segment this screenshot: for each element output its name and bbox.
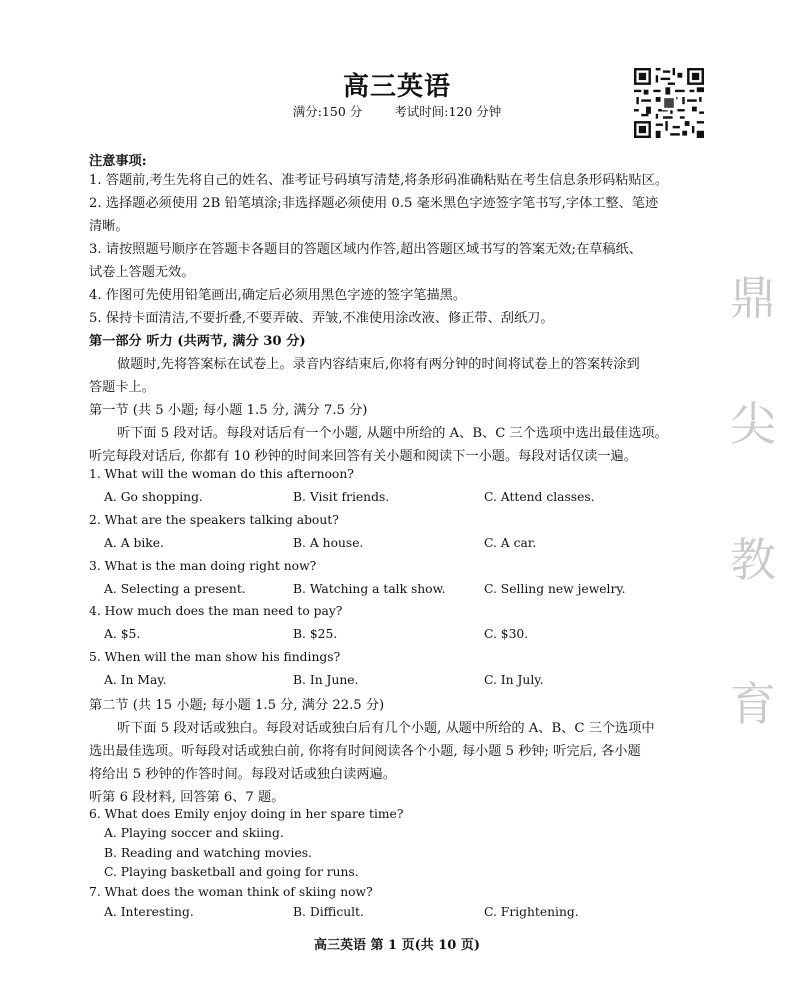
- page-title: 高三英语: [342, 72, 451, 102]
- option-a: A. Go shopping.: [104, 490, 203, 504]
- note-item: 试卷上答题无效。: [89, 265, 195, 280]
- watermark-char: 鼎: [730, 271, 776, 325]
- question: 1. What will the woman do this afternoon?: [89, 467, 354, 481]
- part-heading: 第一部分 听力 (共两节, 满分 30 分): [89, 334, 306, 349]
- question: 4. How much does the man need to pay?: [89, 604, 343, 618]
- section-intro: 听下面 5 段对话。每段对话后有一个小题, 从题中所给的 A、B、C 三个选项中选出最佳选项。: [117, 426, 668, 441]
- watermark-char: 教: [730, 533, 776, 587]
- option-b: B. Watching a talk show.: [293, 582, 446, 596]
- question: 6. What does Emily enjoy doing in her spare time?: [89, 807, 404, 821]
- section-intro: 选出最佳选项。听每段对话或独白前, 你将有时间阅读各个小题, 每小题 5 秒钟; 听完后, 各小题: [89, 744, 641, 759]
- exam-time: 考试时间:120 分钟: [394, 104, 502, 119]
- option-a: A. $5.: [104, 627, 141, 641]
- question: 2. What are the speakers talking about?: [89, 513, 339, 527]
- option-b: B. $25.: [293, 627, 338, 641]
- option-c: C. In July.: [484, 673, 544, 687]
- option-b: B. Reading and watching movies.: [104, 846, 312, 860]
- notes-heading: 注意事项:: [89, 154, 147, 169]
- section-intro: 将给出 5 秒钟的作答时间。每段对话或独白读两遍。: [89, 767, 396, 782]
- question: 5. When will the man show his findings?: [89, 650, 341, 664]
- watermark-char: 尖: [730, 397, 776, 451]
- option-c: C. Frightening.: [484, 905, 579, 919]
- option-c: C. Playing basketball and going for runs.: [104, 865, 359, 879]
- section-heading: 第二节 (共 15 小题; 每小题 1.5 分, 满分 22.5 分): [89, 698, 385, 713]
- section-intro: 听完每段对话后, 你都有 10 秒钟的时间来回答有关小题和阅读下一小题。每段对话仅读一遍。: [89, 449, 637, 464]
- option-c: C. A car.: [484, 536, 537, 550]
- option-b: B. A house.: [293, 536, 364, 550]
- note-item: 2. 选择题必须使用 2B 铅笔填涂;非选择题必须使用 0.5 毫米黑色字迹签字笔书写,字体工整、笔迹: [89, 196, 659, 211]
- option-b: B. Visit friends.: [293, 490, 390, 504]
- note-item: 4. 作图可先使用铅笔画出,确定后必须用黑色字迹的签字笔描黑。: [89, 288, 467, 303]
- option-a: A. Selecting a present.: [104, 582, 246, 596]
- option-c: C. Selling new jewelry.: [484, 582, 626, 596]
- part-intro: 答题卡上。: [89, 380, 155, 395]
- note-item: 1. 答题前,考生先将自己的姓名、准考证号码填写清楚,将条形码准确粘贴在考生信息条形码粘贴区。: [89, 173, 669, 188]
- page-footer: 高三英语 第 1 页(共 10 页): [313, 938, 481, 953]
- section-heading: 第一节 (共 5 小题; 每小题 1.5 分, 满分 7.5 分): [89, 403, 368, 418]
- question: 3. What is the man doing right now?: [89, 559, 317, 573]
- question: 7. What does the woman think of skiing now?: [89, 885, 373, 899]
- option-a: A. Playing soccer and skiing.: [104, 826, 284, 840]
- option-b: B. In June.: [293, 673, 359, 687]
- qr-code-icon: [634, 68, 704, 138]
- option-c: C. Attend classes.: [484, 490, 595, 504]
- full-score: 满分:150 分: [292, 104, 363, 119]
- option-a: A. Interesting.: [104, 905, 194, 919]
- option-a: A. In May.: [104, 673, 167, 687]
- section-intro: 听下面 5 段对话或独白。每段对话或独白后有几个小题, 从题中所给的 A、B、C 三个选项中: [117, 721, 655, 736]
- note-item: 3. 请按照题号顺序在答题卡各题目的答题区域内作答,超出答题区域书写的答案无效;在草稿纸、: [89, 242, 642, 257]
- option-b: B. Difficult.: [293, 905, 364, 919]
- option-c: C. $30.: [484, 627, 529, 641]
- option-a: A. A bike.: [104, 536, 164, 550]
- watermark-char: 育: [730, 677, 776, 731]
- note-item: 清晰。: [89, 219, 129, 234]
- material-instruction: 听第 6 段材料, 回答第 6、7 题。: [89, 790, 285, 805]
- note-item: 5. 保持卡面清洁,不要折叠,不要弄破、弄皱,不准使用涂改液、修正带、刮纸刀。: [89, 311, 554, 326]
- part-intro: 做题时,先将答案标在试卷上。录音内容结束后,你将有两分钟的时间将试卷上的答案转涂到: [117, 357, 640, 372]
